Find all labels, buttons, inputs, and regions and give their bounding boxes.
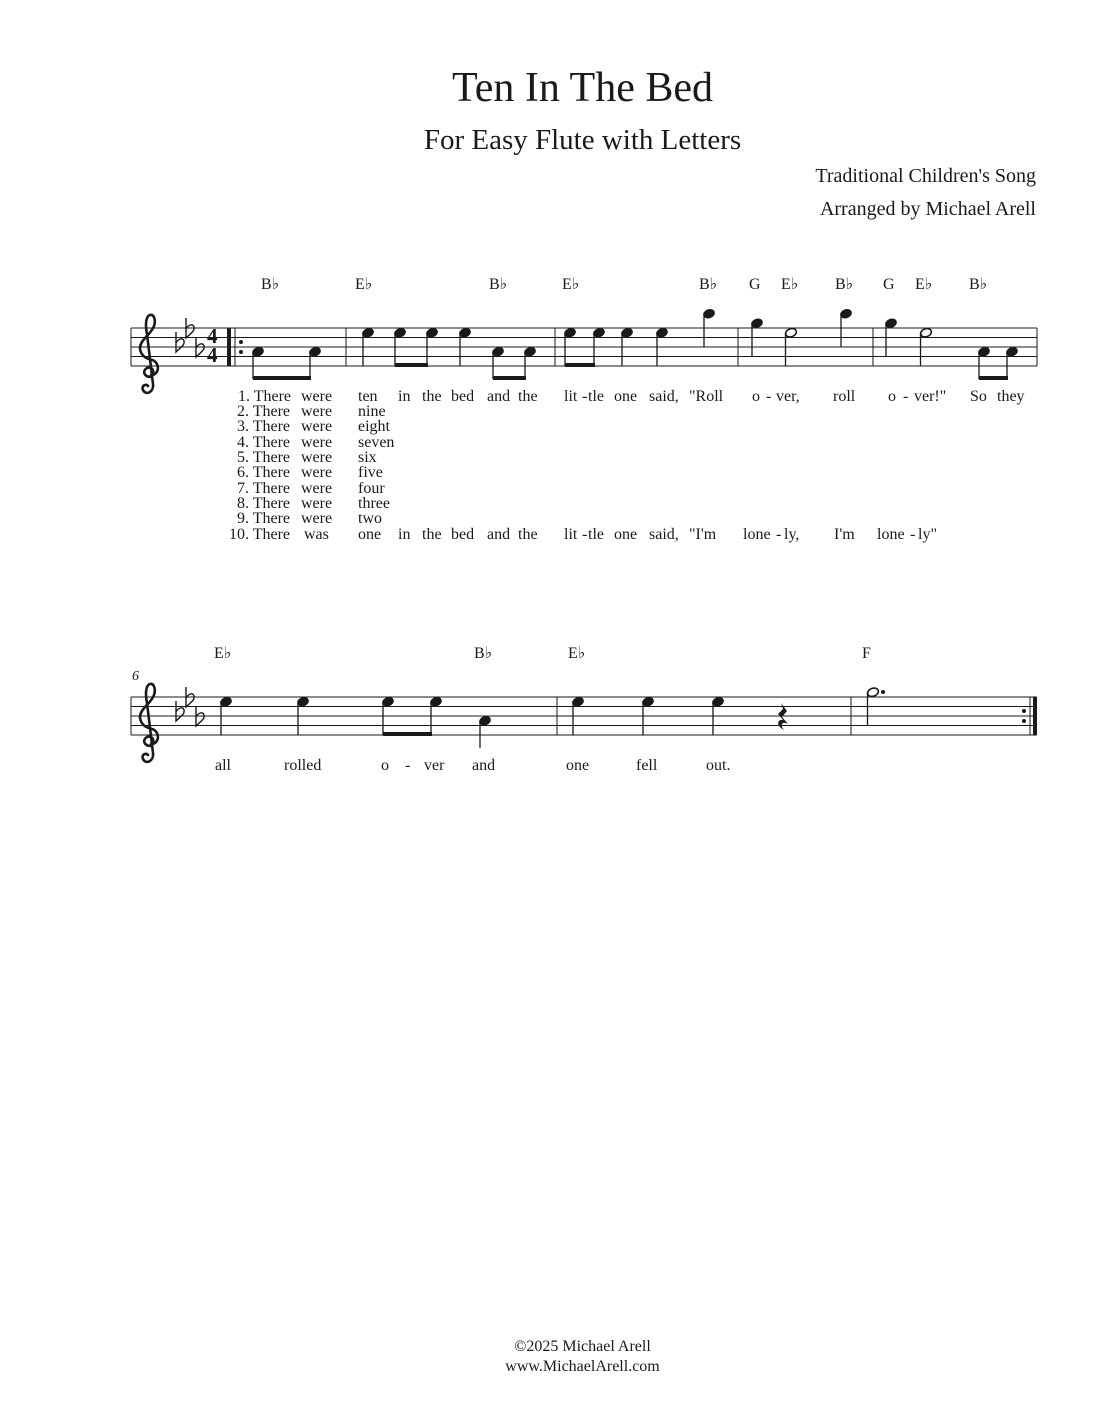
chord-symbol: G: [749, 276, 761, 293]
chord-symbol: B♭: [699, 276, 718, 293]
chord-symbol: B♭: [969, 276, 988, 293]
lyric: one: [358, 526, 382, 543]
lyric: 4. There: [237, 434, 291, 451]
svg-text:4: 4: [207, 324, 218, 348]
lyric: lone: [877, 526, 905, 543]
lyric: five: [358, 464, 383, 481]
lyric: two: [358, 510, 382, 527]
lyric: lone: [743, 526, 771, 543]
chord-symbol: B♭: [489, 276, 508, 293]
lyric: o: [752, 388, 760, 405]
song-title: Ten In The Bed: [451, 65, 714, 111]
lyric: all: [215, 757, 231, 774]
lyric: ver: [424, 757, 445, 774]
chord-symbols-system-2: [214, 645, 871, 662]
lyric: -: [910, 526, 916, 543]
lyric: six: [358, 449, 377, 466]
lyric: the: [422, 388, 442, 405]
lyric: "I'm: [689, 526, 717, 543]
lyric: -: [776, 526, 782, 543]
lyric: the: [518, 526, 538, 543]
chord-symbol: B♭: [261, 276, 280, 293]
svg-text:4: 4: [207, 343, 218, 367]
lyric: were: [301, 449, 333, 466]
lyric: one: [614, 388, 638, 405]
lyric: ver!": [914, 388, 947, 405]
chord-symbol: B♭: [474, 645, 493, 662]
chord-symbol: E♭: [568, 645, 586, 662]
lyric: were: [301, 418, 333, 435]
lyric: o: [381, 757, 389, 774]
lyric: said,: [649, 388, 679, 405]
lyric: in: [398, 526, 411, 543]
lyric: were: [301, 388, 333, 405]
staff-system-1: [131, 276, 1037, 543]
lyric: lit: [564, 526, 578, 543]
lyric: were: [301, 495, 333, 512]
copyright-notice: ©2025 Michael Arell: [514, 1338, 651, 1355]
lyric: one: [566, 757, 590, 774]
measure-number: 6: [132, 669, 139, 684]
lyric: were: [301, 480, 333, 497]
lyric: and: [487, 526, 511, 543]
lyric: were: [301, 464, 333, 481]
lyric: they: [997, 388, 1025, 405]
lyric: was: [304, 526, 329, 543]
lyric: bed: [451, 388, 475, 405]
lyric: three: [358, 495, 390, 512]
lyric: ly,: [784, 526, 800, 543]
lyric: said,: [649, 526, 679, 543]
lyric: -: [582, 526, 588, 543]
lyric: 5. There: [237, 449, 291, 466]
composer-credit: Traditional Children's Song: [815, 165, 1036, 187]
chord-symbol: E♭: [781, 276, 799, 293]
arranger-credit: Arranged by Michael Arell: [819, 198, 1036, 220]
chord-symbol: E♭: [915, 276, 933, 293]
chord-symbol: E♭: [355, 276, 373, 293]
lyric: were: [301, 403, 333, 420]
lyric: one: [614, 526, 638, 543]
lyric: and: [487, 388, 511, 405]
lyric: 2. There: [237, 403, 291, 420]
lyric: I'm: [834, 526, 855, 543]
lyric: 6. There: [237, 464, 291, 481]
treble-clef-icon: [140, 684, 158, 762]
chord-symbol: E♭: [562, 276, 580, 293]
staff-lines: [131, 328, 1037, 366]
lyric: tle: [588, 526, 604, 543]
website-link[interactable]: www.MichaelArell.com: [505, 1358, 660, 1375]
lyric: the: [518, 388, 538, 405]
notes-system-2: [219, 687, 885, 748]
lyric: ver,: [776, 388, 800, 405]
lyrics-verse-1: [238, 388, 1025, 405]
lyric: bed: [451, 526, 475, 543]
staff-lines: [131, 697, 1037, 735]
lyric: -: [766, 388, 772, 405]
lyric: were: [301, 510, 333, 527]
lyric: tle: [588, 388, 604, 405]
lyric: 3. There: [237, 418, 291, 435]
lyric: So: [970, 388, 987, 405]
lyric: eight: [358, 418, 390, 435]
lyric: 7. There: [237, 480, 291, 497]
lyric: ly": [918, 526, 937, 543]
lyrics-verse-10: [229, 526, 937, 543]
lyric: 10. There: [229, 526, 291, 543]
lyric: "Roll: [689, 388, 724, 405]
lyric: -: [582, 388, 588, 405]
lyric: -: [903, 388, 909, 405]
lyric: 1. There: [238, 388, 292, 405]
treble-clef-icon: [140, 315, 158, 393]
time-signature-icon: [207, 324, 218, 367]
lyric: fell: [636, 757, 658, 774]
lyric: rolled: [284, 757, 322, 774]
chord-symbol: G: [883, 276, 895, 293]
song-subtitle: For Easy Flute with Letters: [423, 124, 742, 156]
lyric: roll: [833, 388, 856, 405]
lyric: the: [422, 526, 442, 543]
lyric: 9. There: [237, 510, 291, 527]
lyric: and: [472, 757, 496, 774]
chord-symbol: E♭: [214, 645, 232, 662]
lyric: four: [358, 480, 385, 497]
chord-symbol: B♭: [835, 276, 854, 293]
staff-system-2: [131, 645, 1037, 774]
chord-symbols-system-1: [261, 276, 987, 293]
lyric: out.: [706, 757, 731, 774]
lyric: lit: [564, 388, 578, 405]
lyric: nine: [358, 403, 386, 420]
lyric: in: [398, 388, 411, 405]
lyrics-system-2: [215, 757, 730, 774]
lyric: o: [888, 388, 896, 405]
chord-symbol: F: [862, 645, 871, 662]
notes-system-1: [251, 308, 1018, 380]
lyric: were: [301, 434, 333, 451]
lyric: 8. There: [237, 495, 291, 512]
lyric: -: [405, 757, 411, 774]
lyric: ten: [358, 388, 378, 405]
lyrics-verses-2-9: [237, 403, 394, 527]
lyric: seven: [358, 434, 395, 451]
